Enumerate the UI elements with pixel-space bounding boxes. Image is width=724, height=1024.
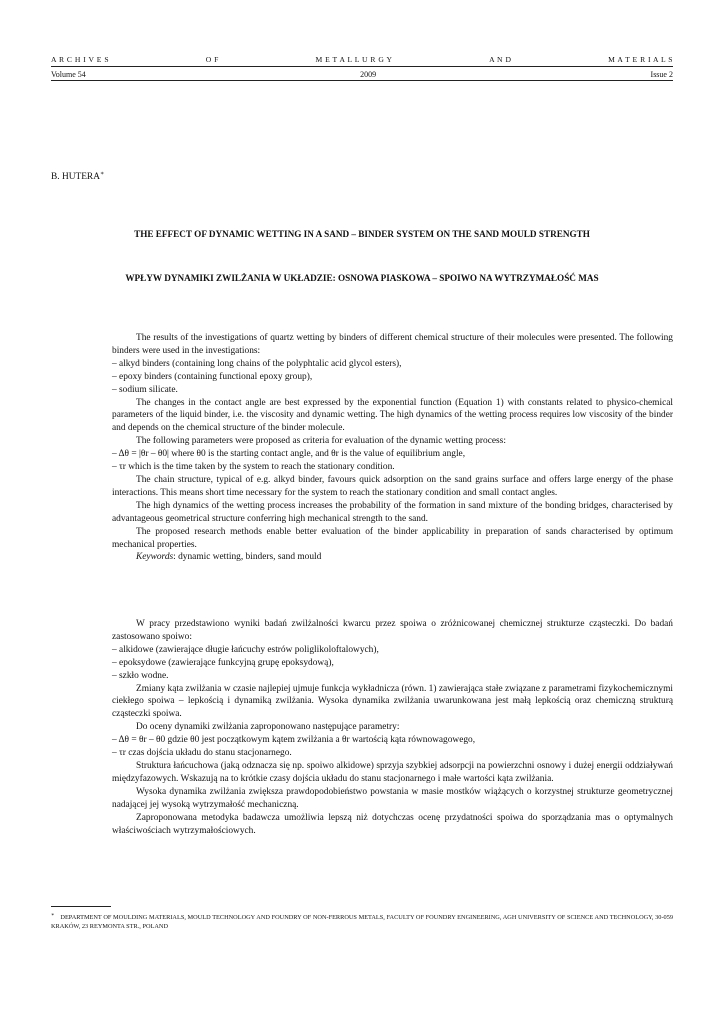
paragraph: The changes in the contact angle are best expressed by the exponential function (Equation 1) with constants related to physico-chemical parameters of the liquid binder, i.e. the viscosity and dynamic wetting. The high dynamics of the wetting process requires low viscosity of the binder and depends on the chemical structure of the binder molecule. [112, 397, 673, 434]
paragraph: The high dynamics of the wetting process increases the probability of the formation in sand mixture of the bonding bridges, characterised by advantageous geometrical structure conferring high mechanical strength to the sand. [112, 500, 673, 524]
paragraph: – alkyd binders (containing long chains of the polyphtalic acid glycol esters), [112, 358, 402, 369]
footnote-text: DEPARTMENT OF MOULDING MATERIALS, MOULD TECHNOLOGY AND FOUNDRY OF NON-FERROUS METALS, FACULTY OF FOUNDRY ENGINEERING, AGH UNIVERSITY OF SCIENCE AND TECHNOLOGY, 30-059 KRAKÓW, 23 REYMONTA STR., POLAND [51, 914, 673, 931]
paragraph: The proposed research methods enable better evaluation of the binder applicability in preparation of sands characterised by optimum mechanical properties. [112, 526, 673, 550]
paragraph: Zaproponowana metodyka badawcza umożliwia lepszą niż dotychczas ocenę przydatności spoiwa do sporządzania mas o optymalnych właściwościach wytrzymałościowych. [112, 812, 673, 836]
issue-meta [51, 70, 673, 79]
author-name: B. HUTERA [51, 172, 100, 183]
paragraph: – τr which is the time taken by the system to reach the stationary condition. [112, 462, 395, 473]
paragraph: Zmiany kąta zwilżania w czasie najlepiej ujmuje funkcja wykładnicza (równ. 1) zawierająca stałe związane z parametrami fizykochemicznymi ciekłego spoiwa – lepkością i dynamiką zwilżania. Wysoka dynamika zwilżania uwarunkowana jest małą lepkością oraz chemiczną strukturą cząsteczki spoiwa. [112, 683, 673, 720]
footnote-mark: ∗ [51, 913, 55, 918]
keywords-line [112, 551, 673, 564]
volume-label: Volume 54 [51, 70, 86, 79]
footnote-rule [51, 906, 111, 907]
paragraph: Struktura łańcuchowa (jaką odznacza się np. spoiwo alkidowe) sprzyja szybkiej adsorpcji na powierzchni osnowy i dużej energii oddziaływań międzyfazowych. Wskazują na to krótkie czasy dojścia układu do stanu stacjonarnego i małe wartości kąta zwilżania. [112, 760, 673, 784]
paragraph: – epoksydowe (zawierające funkcyjną grupę epoksydową), [112, 657, 334, 668]
paragraph: – Δθ = |θr – θ0| where θ0 is the starting contact angle, and θr is the value of equilibrium angle, [112, 449, 466, 460]
paragraph: The following parameters were proposed as criteria for evaluation of the dynamic wetting process: [136, 436, 506, 447]
paragraph: Do oceny dynamiki zwilżania zaproponowano następujące parametry: [136, 722, 400, 733]
paragraph: – epoxy binders (containing functional epoxy group), [112, 371, 313, 382]
issue-label: Issue 2 [650, 70, 673, 79]
title-polish: WPŁYW DYNAMIKI ZWILŻANIA W UKŁADZIE: OSNOWA PIASKOWA – SPOIWO NA WYTRZYMAŁOŚĆ MAS [125, 273, 599, 283]
journal-word: M A T E R I A L S [608, 55, 673, 64]
keywords-label: Keywords [136, 552, 174, 563]
journal-word: M E T A L L U R G Y [315, 55, 393, 64]
paragraph: – alkidowe (zawierające długie łańcuchy estrów poliglikoloftalowych), [112, 644, 379, 655]
year-label: 2009 [360, 70, 377, 79]
author-footnote-mark: ∗ [99, 171, 105, 177]
keywords-text: : dynamic wetting, binders, sand mould [173, 552, 322, 563]
journal-word: A N D [489, 55, 512, 64]
paragraph: – szkło wodne. [112, 670, 169, 681]
abstract-polish [112, 618, 673, 837]
paragraph: Wysoka dynamika zwilżania zwiększa prawdopodobieństwo powstania w masie mostków wiążących o korzystnej strukturze geometrycznej nadającej jej wysoką wytrzymałość mechaniczną. [112, 786, 673, 810]
journal-name [51, 55, 673, 64]
paragraph: The chain structure, typical of e.g. alkyd binder, favours quick adsorption on the sand grains surface and offers large energy of the phase interactions. This means short time necessary for the system to reach the stationary condition and small contact angles. [112, 474, 673, 498]
abstract-english-paragraphs [112, 332, 673, 551]
paragraph: The results of the investigations of quartz wetting by binders of different chemical structure of their molecules were presented. The following binders were used in the investigations: [112, 333, 673, 356]
abstract-english [112, 332, 673, 564]
abstract-polish-paragraphs [112, 618, 673, 837]
header-rule [51, 66, 673, 67]
paragraph: – sodium silicate. [112, 384, 178, 395]
journal-word: O F [205, 55, 219, 64]
header-rule-bottom [51, 80, 673, 81]
title-english: THE EFFECT OF DYNAMIC WETTING IN A SAND – BINDER SYSTEM ON THE SAND MOULD STRENGTH [134, 229, 590, 239]
paragraph: – τr czas dojścia układu do stanu stacjonarnego. [112, 748, 292, 759]
paragraph: – Δθ = θr – θ0 gdzie θ0 jest początkowym kątem zwilżania a θr wartością kąta równowagowego, [112, 735, 476, 746]
footnote [51, 911, 673, 931]
journal-word: A R C H I V E S [51, 55, 110, 64]
paragraph: W pracy przedstawiono wyniki badań zwilżalności kwarcu przez spoiwa o zróżnicowanej chemicznej strukturze cząsteczki. Do badań zastosowano spoiwo: [112, 619, 673, 642]
author [51, 170, 104, 182]
